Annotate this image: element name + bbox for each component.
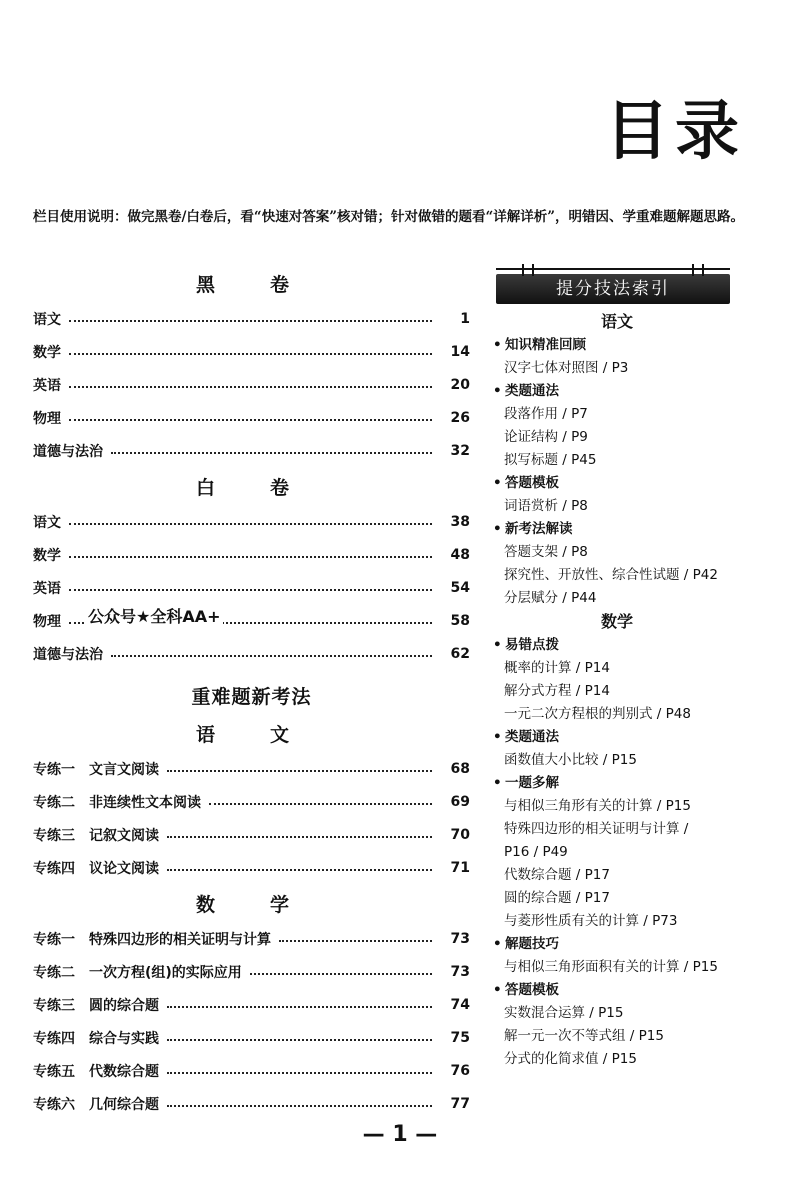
toc-page-number: 48 — [450, 546, 470, 563]
index-category-label: 新考法解读 — [505, 521, 573, 537]
toc-row — [33, 988, 470, 1021]
toc-entry-label: 专练四 — [33, 1030, 75, 1047]
page-title: 目录 — [605, 95, 745, 169]
index-category — [492, 726, 742, 749]
toc-row — [33, 505, 470, 538]
toc-entry-label: 专练三 — [33, 997, 75, 1014]
toc-row — [33, 302, 470, 335]
toc-entry-label: 数学 — [33, 547, 61, 564]
dot-leader — [111, 452, 432, 454]
toc-row — [33, 955, 470, 988]
index-item: 论证结构 / P9 — [504, 429, 588, 445]
bullet-icon: • — [493, 729, 502, 745]
toc-entry-label: 专练二 — [33, 794, 75, 811]
toc-row — [33, 922, 470, 955]
index-math-list — [492, 634, 742, 1071]
toc-page-number: 71 — [450, 859, 470, 876]
toc-page-number: 20 — [450, 376, 470, 393]
index-item: 实数混合运算 / P15 — [504, 1005, 624, 1021]
bullet-icon: • — [493, 637, 502, 653]
toc-entry-label: 专练三 — [33, 827, 75, 844]
dot-leader — [167, 1072, 432, 1074]
dot-leader — [167, 836, 432, 838]
index-item: 词语赏析 / P8 — [504, 498, 588, 514]
index-category-label: 知识精准回顾 — [505, 337, 586, 353]
dot-leader — [250, 973, 432, 975]
toc-entry-name: 议论文阅读 — [89, 860, 159, 877]
toc-page-number: 75 — [450, 1029, 470, 1046]
toc-row — [33, 368, 470, 401]
toc-entry-label: 物理 — [33, 410, 61, 427]
index-item: 与菱形性质有关的计算 / P73 — [504, 913, 678, 929]
dot-leader — [69, 419, 432, 421]
index-item: 分式的化简求值 / P15 — [504, 1051, 637, 1067]
toc-page-number: 73 — [450, 930, 470, 947]
toc-page-number: 58 — [450, 612, 470, 629]
banner-pin-icon — [532, 264, 534, 276]
index-item: 函数值大小比较 / P15 — [504, 752, 637, 768]
index-category — [492, 472, 742, 495]
index-item: 与相似三角形面积有关的计算 / P15 — [504, 959, 718, 975]
dot-leader — [69, 556, 432, 558]
toc-entry-label: 物理 — [33, 613, 61, 630]
index-chinese-list — [492, 334, 742, 610]
toc-entry-label: 英语 — [33, 580, 61, 597]
toc-entry-name: 综合与实践 — [89, 1030, 159, 1047]
toc-entry-name: 特殊四边形的相关证明与计算 — [89, 931, 271, 948]
banner-pin-icon — [692, 264, 694, 276]
index-category — [492, 634, 742, 657]
toc-row — [33, 434, 470, 467]
toc-entry-label: 道德与法治 — [33, 646, 103, 663]
toc-page-number: 26 — [450, 409, 470, 426]
toc-row — [33, 538, 470, 571]
index-item: 分层赋分 / P44 — [504, 590, 597, 606]
toc-entry-name: 非连续性文本阅读 — [89, 794, 201, 811]
dot-leader — [167, 1006, 432, 1008]
toc-page-number: 1 — [460, 310, 470, 327]
index-category — [492, 380, 742, 403]
index-category — [492, 518, 742, 541]
index-item: 拟写标题 / P45 — [504, 452, 597, 468]
toc-entry-name: 圆的综合题 — [89, 997, 159, 1014]
toc-entry-label: 语文 — [33, 514, 61, 531]
index-category-label: 一题多解 — [505, 775, 559, 791]
toc-page-number: 62 — [450, 645, 470, 662]
white-volume-title: 白 卷 — [195, 477, 307, 499]
index-category-label: 答题模板 — [505, 982, 559, 998]
dot-leader — [167, 1039, 432, 1041]
dot-leader — [69, 589, 432, 591]
toc-entry-label: 专练五 — [33, 1063, 75, 1080]
page-number: — 1 — — [362, 1122, 438, 1147]
index-category — [492, 933, 742, 956]
difficult-section-title: 重难题新考法 — [191, 686, 312, 708]
toc-page-number: 69 — [450, 793, 470, 810]
index-item: 圆的综合题 / P17 — [504, 890, 610, 906]
toc-row — [33, 1021, 470, 1054]
toc-entry-name: 文言文阅读 — [89, 761, 159, 778]
dot-leader — [69, 386, 432, 388]
toc-entry-name: 几何综合题 — [89, 1096, 159, 1113]
index-category — [492, 979, 742, 1002]
toc-row — [33, 1054, 470, 1087]
dot-leader — [69, 353, 432, 355]
index-item: 一元二次方程根的判别式 / P48 — [504, 706, 691, 722]
toc-entry-label: 专练二 — [33, 964, 75, 981]
index-chinese-title: 语文 — [600, 312, 633, 331]
index-item: 探究性、开放性、综合性试题 / P42 — [504, 567, 718, 583]
index-math-title: 数学 — [600, 612, 633, 631]
index-item: 代数综合题 / P17 — [504, 867, 610, 883]
toc-row — [33, 401, 470, 434]
bullet-icon: • — [493, 936, 502, 952]
index-item: 解一元一次不等式组 / P15 — [504, 1028, 664, 1044]
toc-page-number: 32 — [450, 442, 470, 459]
index-category-label: 易错点拨 — [505, 637, 559, 653]
index-banner — [496, 274, 730, 304]
toc-page-number: 76 — [450, 1062, 470, 1079]
toc-row — [33, 851, 470, 884]
toc-entry-label: 专练一 — [33, 931, 75, 948]
watermark-text: 公众号★全科AA+ — [86, 604, 223, 627]
toc-entry-name: 一次方程(组)的实际应用 — [89, 964, 242, 981]
toc-entry-label: 语文 — [33, 311, 61, 328]
index-right-column — [492, 264, 742, 1071]
dot-leader — [209, 803, 432, 805]
index-title: 提分技法索引 — [556, 279, 670, 299]
dot-leader — [167, 1105, 432, 1107]
dot-leader — [69, 320, 432, 322]
toc-row — [33, 752, 470, 785]
toc-entry-name: 代数综合题 — [89, 1063, 159, 1080]
dot-leader — [167, 770, 432, 772]
toc-entry-label: 专练一 — [33, 761, 75, 778]
toc-page-number: 73 — [450, 963, 470, 980]
difficult-chinese-title: 语 文 — [195, 724, 307, 746]
usage-note: 栏目使用说明：做完黑卷/白卷后，看“快速对答案”核对错；针对做错的题看“详解详析”，明错因、学重难题解题思路。 — [33, 209, 744, 225]
toc-row — [33, 785, 470, 818]
difficult-math-list — [33, 922, 470, 1120]
dot-leader — [279, 940, 432, 942]
toc-page-number: 54 — [450, 579, 470, 596]
toc-entry-label: 数学 — [33, 344, 61, 361]
toc-entry-name: 记叙文阅读 — [89, 827, 159, 844]
bullet-icon: • — [493, 982, 502, 998]
index-category — [492, 334, 742, 357]
toc-page-number: 14 — [450, 343, 470, 360]
banner-pin-icon — [522, 264, 524, 276]
bullet-icon: • — [493, 521, 502, 537]
bullet-icon: • — [493, 337, 502, 353]
toc-row — [33, 1087, 470, 1120]
toc-entry-label: 专练六 — [33, 1096, 75, 1113]
dot-leader — [69, 523, 432, 525]
toc-entry-label: 英语 — [33, 377, 61, 394]
toc-entry-label: 专练四 — [33, 860, 75, 877]
toc-page-number: 74 — [450, 996, 470, 1013]
difficult-math-title: 数 学 — [195, 894, 307, 916]
dot-leader — [167, 869, 432, 871]
index-item: 答题支架 / P8 — [504, 544, 588, 560]
toc-page-number: 77 — [450, 1095, 470, 1112]
toc-row — [33, 335, 470, 368]
index-category-label: 类题通法 — [505, 729, 559, 745]
black-volume-list — [33, 302, 470, 467]
toc-page-number: 68 — [450, 760, 470, 777]
black-volume-title: 黑 卷 — [195, 274, 307, 296]
white-volume-list — [33, 505, 470, 670]
index-item: 解分式方程 / P14 — [504, 683, 610, 699]
bullet-icon: • — [493, 475, 502, 491]
toc-page-number: 70 — [450, 826, 470, 843]
index-item: 与相似三角形有关的计算 / P15 — [504, 798, 691, 814]
index-category-label: 答题模板 — [505, 475, 559, 491]
toc-row — [33, 571, 470, 604]
toc-left-column — [33, 264, 470, 1120]
index-item: 汉字七体对照图 / P3 — [504, 360, 629, 376]
toc-page-number: 38 — [450, 513, 470, 530]
bullet-icon: • — [493, 775, 502, 791]
index-category-label: 类题通法 — [505, 383, 559, 399]
index-item: 段落作用 / P7 — [504, 406, 588, 422]
index-item: 概率的计算 / P14 — [504, 660, 610, 676]
difficult-chinese-list — [33, 752, 470, 884]
index-item: P16 / P49 — [504, 844, 568, 860]
toc-row — [33, 818, 470, 851]
banner-pin-icon — [702, 264, 704, 276]
index-category-label: 解题技巧 — [505, 936, 559, 952]
toc-row — [33, 637, 470, 670]
index-item: 特殊四边形的相关证明与计算 / — [504, 821, 689, 837]
dot-leader — [111, 655, 432, 657]
bullet-icon: • — [493, 383, 502, 399]
index-category — [492, 772, 742, 795]
toc-entry-label: 道德与法治 — [33, 443, 103, 460]
